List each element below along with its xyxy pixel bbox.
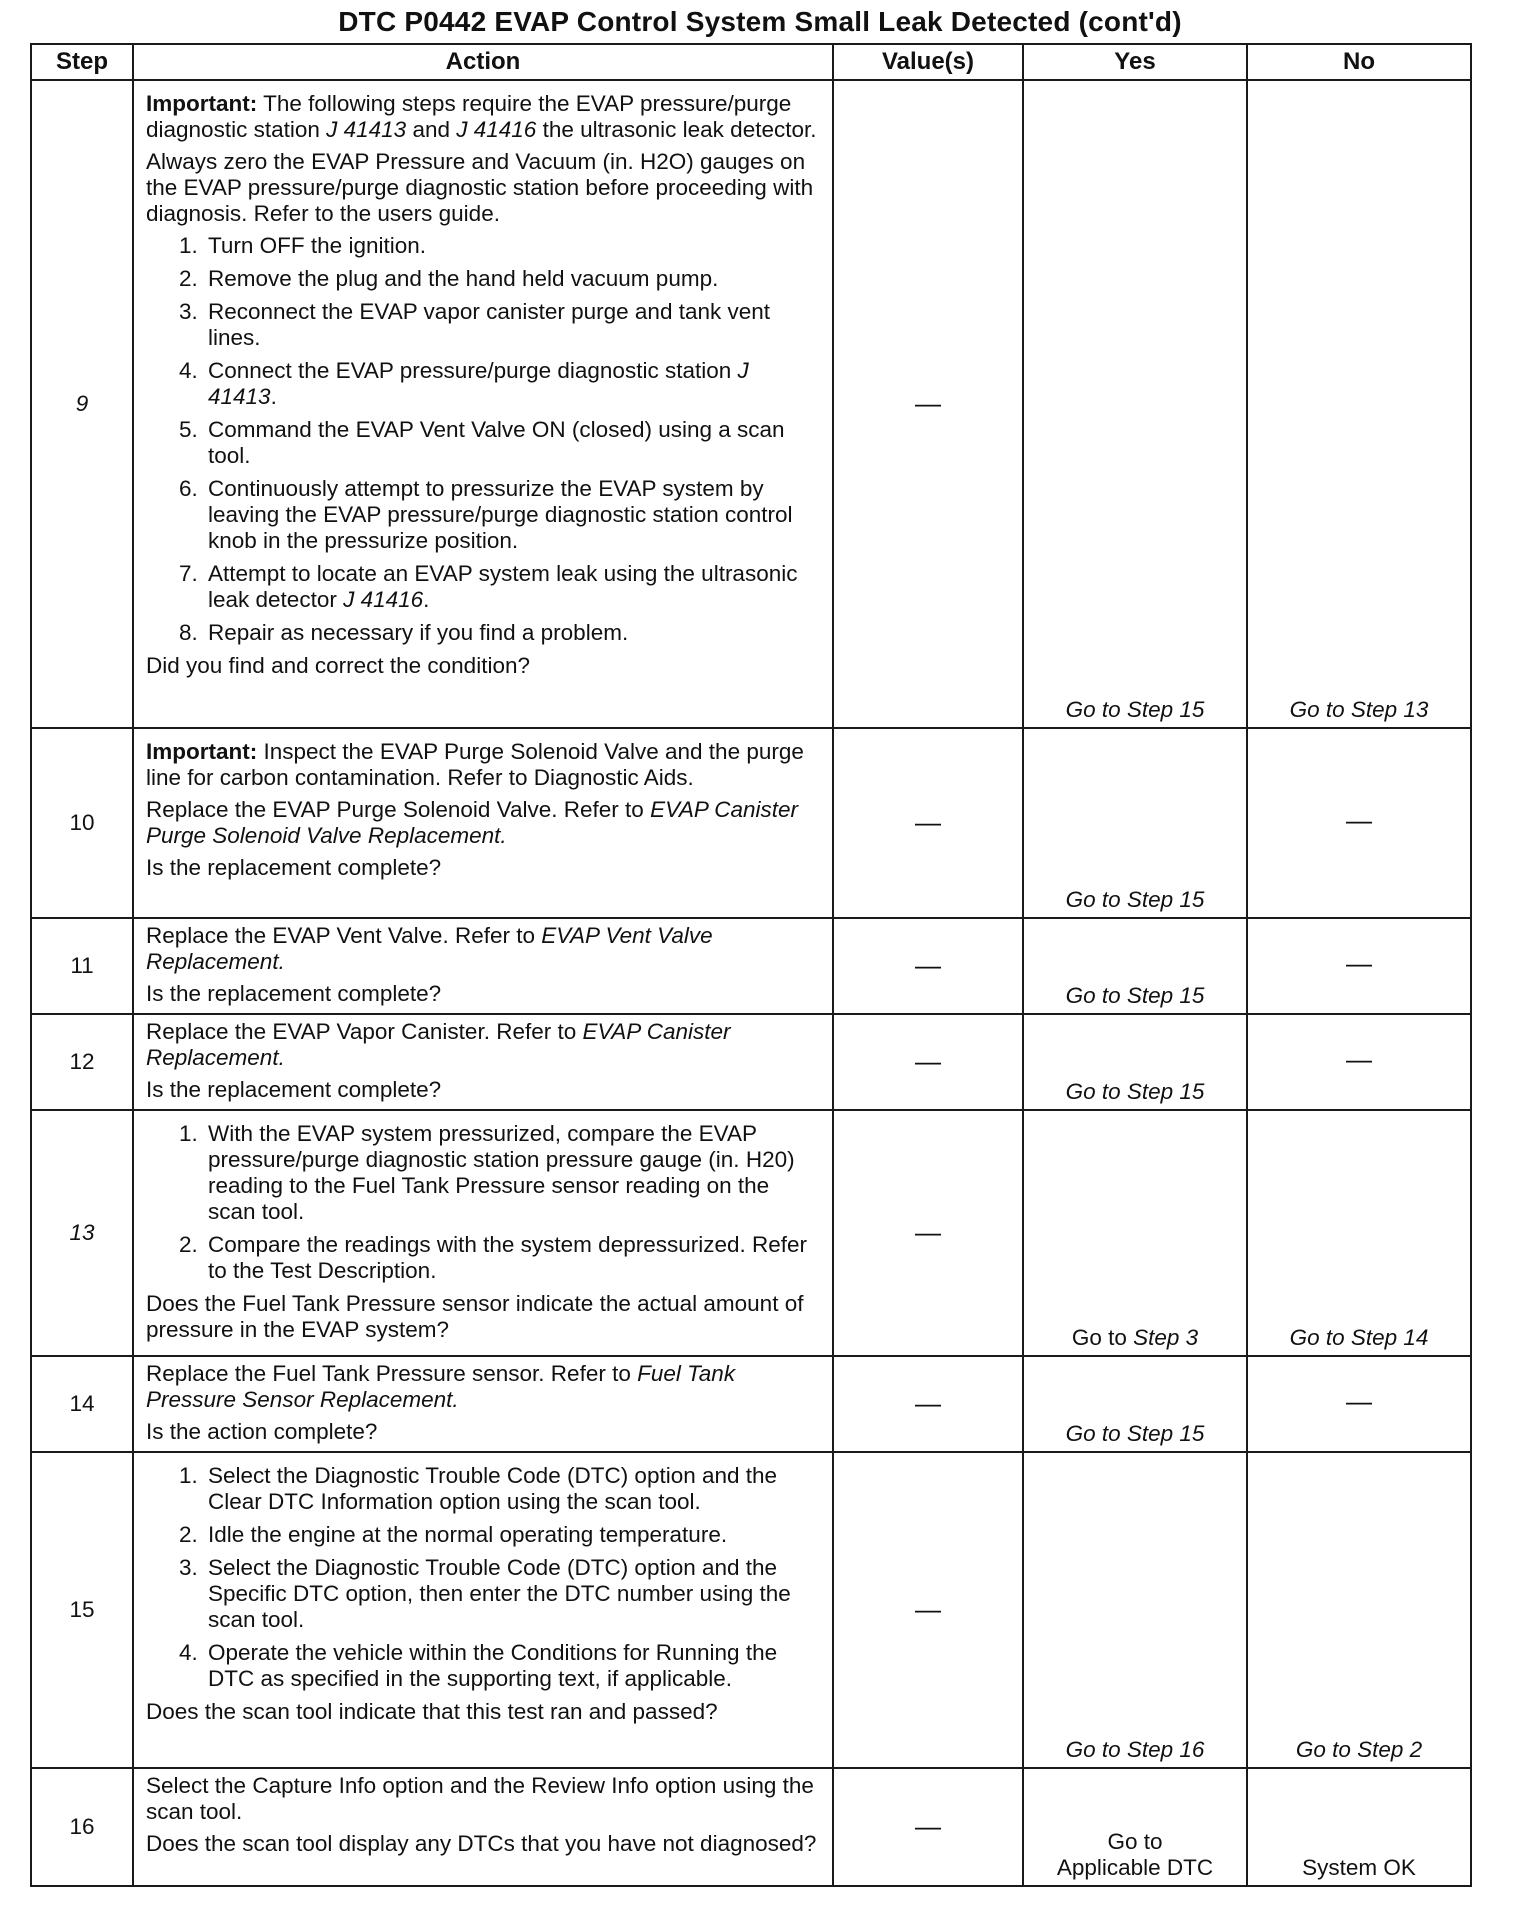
step-number: 10: [31, 728, 133, 918]
action-question: Is the replacement complete?: [146, 1077, 442, 1102]
yes-cell: [1023, 1110, 1247, 1356]
yes-cell: [1023, 918, 1247, 1014]
action-question: Does the scan tool display any DTCs that you have not diagnosed?: [146, 1831, 817, 1856]
action-cell: [133, 728, 833, 918]
action-question: Does the scan tool indicate that this test ran and passed?: [146, 1699, 718, 1724]
important-label: Important:: [146, 739, 258, 764]
action-paragraph: Always zero the EVAP Pressure and Vacuum (in. H2O) gauges on the EVAP pressure/purge diagnostic station before proceeding with diagnosis. Refer to the users guide.: [146, 149, 814, 226]
list-item: 5. Command the EVAP Vent Valve ON (closed) using a scan tool.: [204, 417, 820, 469]
tool-ref: J 41416: [456, 117, 537, 142]
table-header-row: [31, 44, 1471, 80]
tool-ref: J 41413: [208, 358, 749, 409]
tool-ref: J 41416: [343, 587, 424, 612]
value-cell: [833, 80, 1023, 728]
table-row-step-10: [31, 728, 1471, 918]
important-text: The following steps require the EVAP pressure/purge diagnostic station: [146, 91, 792, 142]
action-cell: [133, 1014, 833, 1110]
step-number-text: 9: [75, 391, 89, 416]
no-cell: [1247, 1768, 1471, 1886]
no-dash: —: [1346, 1044, 1372, 1074]
step-number: 16: [31, 1768, 133, 1886]
yes-cell: [1023, 1452, 1247, 1768]
value-cell: [833, 1356, 1023, 1452]
value-dash: —: [915, 807, 941, 837]
page-title: DTC P0442 EVAP Control System Small Leak Detected (cont'd): [338, 6, 1182, 37]
yes-link[interactable]: Go to Step 15: [1065, 887, 1205, 912]
yes-link[interactable]: Go to Step 15: [1065, 983, 1205, 1008]
procedure-ref: Fuel Tank Pressure Sensor Replacement.: [146, 1361, 736, 1412]
list-item: 2. Idle the engine at the normal operating temperature.: [204, 1522, 820, 1548]
diagnostic-procedure-table: [30, 43, 1472, 1887]
yes-link-step: Step 3: [1133, 1325, 1199, 1350]
action-text: Replace the Fuel Tank Pressure sensor. Refer to: [146, 1361, 638, 1386]
action-text: Replace the EVAP Vapor Canister. Refer to: [146, 1019, 583, 1044]
important-note: [146, 91, 820, 143]
header-action: Action: [133, 44, 833, 80]
value-dash: —: [915, 1046, 941, 1076]
action-cell: [133, 1452, 833, 1768]
important-label: Important:: [146, 91, 258, 116]
step-number: 14: [31, 1356, 133, 1452]
action-paragraph: [146, 1019, 820, 1071]
no-result: System OK: [1302, 1855, 1416, 1880]
yes-link[interactable]: Go to Step 15: [1065, 1421, 1205, 1446]
important-text: Inspect the EVAP Purge Solenoid Valve and the purge line for carbon contamination. Refer to Diagnostic Aids.: [146, 739, 804, 790]
step-number-text: 13: [69, 1220, 95, 1245]
list-item: 6. Continuously attempt to pressurize the EVAP system by leaving the EVAP pressure/purge diagnostic station control knob in the pressurize position.: [204, 476, 820, 554]
no-dash: —: [1346, 1386, 1372, 1416]
step-number: 11: [31, 918, 133, 1014]
table-row-step-11: [31, 918, 1471, 1014]
list-item: 8. Repair as necessary if you find a problem.: [204, 620, 820, 646]
action-question: Is the replacement complete?: [146, 855, 442, 880]
action-text: Replace the EVAP Purge Solenoid Valve. Refer to: [146, 797, 651, 822]
list-item: 4. Operate the vehicle within the Conditions for Running the DTC as specified in the supporting text, if applicable.: [204, 1640, 820, 1692]
value-dash: —: [915, 1594, 941, 1624]
header-step: Step: [31, 44, 133, 80]
action-question: Does the Fuel Tank Pressure sensor indicate the actual amount of pressure in the EVAP system?: [146, 1291, 804, 1342]
no-link[interactable]: Go to Step 2: [1295, 1737, 1423, 1762]
value-cell: [833, 1452, 1023, 1768]
yes-line-1: Go to: [1107, 1829, 1163, 1854]
table-row-step-14: [31, 1356, 1471, 1452]
no-dash: —: [1346, 948, 1372, 978]
list-item: [204, 358, 820, 410]
action-paragraph: [146, 797, 820, 849]
important-text: the ultrasonic leak detector.: [536, 117, 817, 142]
important-note: [146, 739, 820, 791]
no-cell: [1247, 80, 1471, 728]
no-link[interactable]: Go to Step 13: [1289, 697, 1429, 722]
action-question: Did you find and correct the condition?: [146, 653, 530, 678]
step-number: [31, 80, 133, 728]
step-number: [31, 1110, 133, 1356]
step-number: 15: [31, 1452, 133, 1768]
action-cell: [133, 1356, 833, 1452]
list-item-text: Attempt to locate an EVAP system leak using the ultrasonic leak detector: [208, 561, 798, 612]
action-paragraph: Select the Capture Info option and the Review Info option using the scan tool.: [146, 1773, 814, 1824]
table-row-step-9: [31, 80, 1471, 728]
no-cell: [1247, 1452, 1471, 1768]
list-item: 3. Select the Diagnostic Trouble Code (DTC) option and the Specific DTC option, then enter the DTC number using the scan tool.: [204, 1555, 820, 1633]
value-cell: [833, 728, 1023, 918]
action-steps-list: [146, 1121, 820, 1284]
header-no: No: [1247, 44, 1471, 80]
procedure-ref: EVAP Canister Purge Solenoid Valve Replacement.: [146, 797, 799, 848]
list-item: 2. Compare the readings with the system depressurized. Refer to the Test Description.: [204, 1232, 820, 1284]
action-cell: [133, 918, 833, 1014]
list-item: 1. Turn OFF the ignition.: [204, 233, 820, 259]
yes-link[interactable]: [1057, 1829, 1213, 1880]
action-question: Is the action complete?: [146, 1419, 378, 1444]
table-row-step-16: [31, 1768, 1471, 1886]
yes-cell: [1023, 1356, 1247, 1452]
list-item: 2. Remove the plug and the hand held vacuum pump.: [204, 266, 820, 292]
step-number: 12: [31, 1014, 133, 1110]
action-paragraph: [146, 923, 820, 975]
yes-link[interactable]: Go to Step 15: [1065, 1079, 1205, 1104]
action-steps-list: [146, 233, 820, 646]
yes-cell: [1023, 1768, 1247, 1886]
value-cell: [833, 1768, 1023, 1886]
action-cell: [133, 1110, 833, 1356]
yes-link-prefix: Go to: [1071, 1325, 1134, 1350]
header-yes: Yes: [1023, 44, 1247, 80]
no-dash: —: [1346, 805, 1372, 835]
action-question: Is the replacement complete?: [146, 981, 442, 1006]
value-cell: [833, 1014, 1023, 1110]
list-item-text: .: [423, 587, 430, 612]
list-item: [204, 561, 820, 613]
table-row-step-13: [31, 1110, 1471, 1356]
list-item: 3. Reconnect the EVAP vapor canister purge and tank vent lines.: [204, 299, 820, 351]
value-dash: —: [915, 1388, 941, 1418]
yes-cell: [1023, 1014, 1247, 1110]
yes-link[interactable]: Go to Step 16: [1065, 1737, 1205, 1762]
no-cell: [1247, 728, 1471, 918]
action-steps-list: [146, 1463, 820, 1692]
value-dash: —: [915, 388, 941, 418]
yes-link[interactable]: [1072, 1325, 1198, 1350]
value-cell: [833, 1110, 1023, 1356]
yes-link[interactable]: Go to Step 15: [1065, 697, 1205, 722]
table-row-step-12: [31, 1014, 1471, 1110]
action-cell: [133, 80, 833, 728]
no-cell: [1247, 1356, 1471, 1452]
important-text: and: [406, 117, 457, 142]
no-cell: [1247, 918, 1471, 1014]
yes-line-2: Applicable DTC: [1056, 1855, 1214, 1880]
action-cell: [133, 1768, 833, 1886]
no-cell: [1247, 1110, 1471, 1356]
yes-cell: [1023, 728, 1247, 918]
table-row-step-15: [31, 1452, 1471, 1768]
list-item: 1. Select the Diagnostic Trouble Code (DTC) option and the Clear DTC Information option using the scan tool.: [204, 1463, 820, 1515]
list-item-text: .: [270, 384, 277, 409]
header-values: Value(s): [833, 44, 1023, 80]
action-paragraph: [146, 1361, 820, 1413]
value-dash: —: [915, 950, 941, 980]
no-link[interactable]: Go to Step 14: [1289, 1325, 1429, 1350]
list-item: 1. With the EVAP system pressurized, compare the EVAP pressure/purge diagnostic station pressure gauge (in. H20) reading to the Fuel Tank Pressure sensor reading on the scan tool.: [204, 1121, 820, 1225]
no-cell: [1247, 1014, 1471, 1110]
procedure-ref: EVAP Vent Valve Replacement.: [146, 923, 713, 974]
tool-ref: J 41413: [326, 117, 407, 142]
yes-cell: [1023, 80, 1247, 728]
action-text: Replace the EVAP Vent Valve. Refer to: [146, 923, 542, 948]
procedure-ref: EVAP Canister Replacement.: [146, 1019, 731, 1070]
list-item-text: Connect the EVAP pressure/purge diagnostic station: [208, 358, 738, 383]
value-dash: —: [915, 1811, 941, 1841]
value-dash: —: [915, 1217, 941, 1247]
value-cell: [833, 918, 1023, 1014]
